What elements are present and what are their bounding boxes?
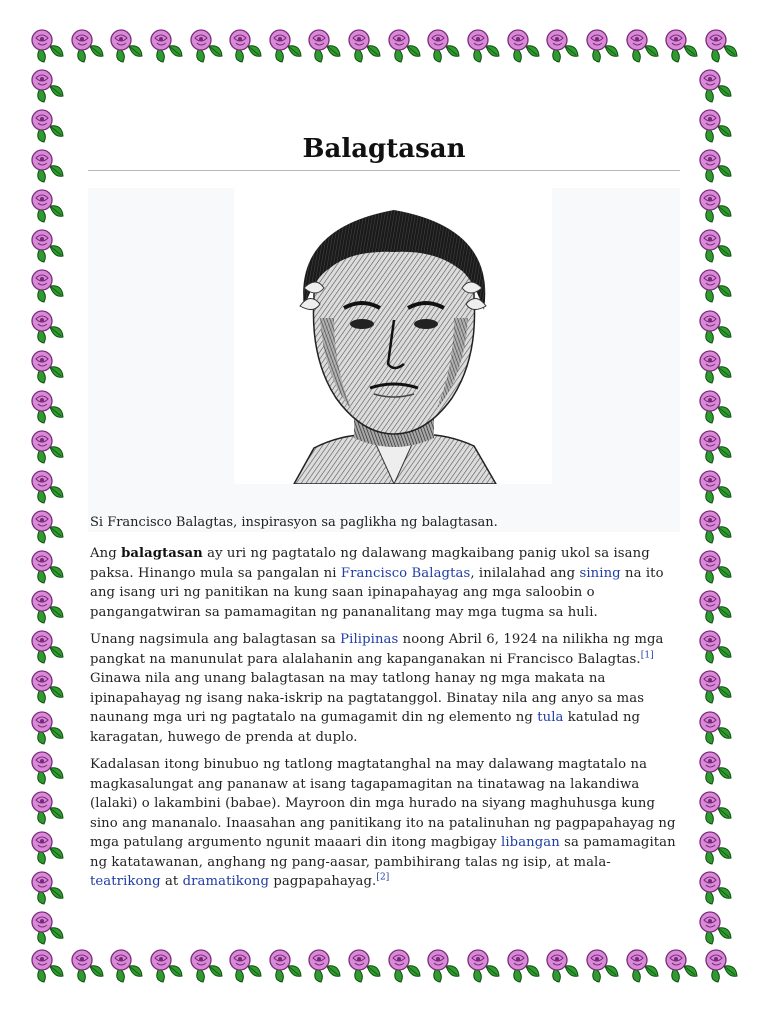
rose-flower-icon	[226, 26, 264, 64]
rose-flower-icon	[696, 427, 734, 465]
floral-border-left	[28, 66, 68, 946]
rose-flower-icon	[28, 186, 66, 224]
rose-flower-icon	[424, 26, 462, 64]
rose-flower-icon	[623, 946, 661, 984]
rose-flower-icon	[696, 226, 734, 264]
rose-flower-icon	[424, 946, 462, 984]
rose-flower-icon	[385, 946, 423, 984]
rose-flower-icon	[68, 946, 106, 984]
rose-flower-icon	[107, 946, 145, 984]
rose-flower-icon	[28, 667, 66, 705]
link-pilipinas[interactable]: Pilipinas	[340, 632, 399, 647]
rose-flower-icon	[543, 946, 581, 984]
rose-flower-icon	[226, 946, 264, 984]
rose-flower-icon	[28, 307, 66, 345]
rose-flower-icon	[266, 26, 304, 64]
floral-border-top	[28, 26, 740, 66]
rose-flower-icon	[662, 26, 700, 64]
rose-flower-icon	[28, 66, 66, 104]
rose-flower-icon	[28, 387, 66, 425]
paragraph-format	[90, 755, 686, 892]
rose-flower-icon	[28, 868, 66, 906]
rose-flower-icon	[583, 26, 621, 64]
rose-flower-icon	[28, 26, 66, 64]
rose-flower-icon	[696, 347, 734, 385]
rose-flower-icon	[702, 946, 740, 984]
rose-flower-icon	[504, 26, 542, 64]
rose-flower-icon	[583, 946, 621, 984]
text: na ito ang isang uri ng panitikan na kung saan ipinapahayag ang mga saloobin o pangangatwiran sa pamamagitan ng pananalitang may mga tugma sa huli.	[90, 565, 664, 620]
article-body	[90, 544, 686, 900]
rose-flower-icon	[28, 587, 66, 625]
link-dramatikong[interactable]: dramatikong	[182, 874, 270, 889]
rose-flower-icon	[702, 26, 740, 64]
link-libangan[interactable]: libangan	[501, 835, 560, 850]
reference-1[interactable]: [1]	[640, 650, 654, 661]
floral-border-bottom	[28, 946, 740, 996]
rose-flower-icon	[28, 266, 66, 304]
rose-flower-icon	[662, 946, 700, 984]
rose-flower-icon	[696, 387, 734, 425]
figure-caption: Si Francisco Balagtas, inspirasyon sa paglikha ng balagtasan.	[90, 515, 498, 530]
rose-flower-icon	[464, 946, 502, 984]
text: at	[160, 874, 183, 889]
rose-flower-icon	[696, 828, 734, 866]
term-bold: balagtasan	[121, 546, 203, 561]
rose-flower-icon	[28, 146, 66, 184]
rose-flower-icon	[696, 708, 734, 746]
rose-flower-icon	[305, 26, 343, 64]
text: Unang nagsimula ang balagtasan sa	[90, 632, 341, 647]
rose-flower-icon	[696, 307, 734, 345]
text: sa pamamagitan ng katatawanan, anghang ng pang-aasar, pambihirang talas ng isip, at mala-	[90, 835, 676, 870]
rose-flower-icon	[696, 667, 734, 705]
rose-flower-icon	[696, 186, 734, 224]
rose-flower-icon	[147, 26, 185, 64]
text: Ang	[90, 546, 122, 561]
rose-flower-icon	[696, 507, 734, 545]
rose-flower-icon	[696, 266, 734, 304]
link-francisco-balagtas[interactable]: Francisco Balagtas	[340, 565, 471, 581]
rose-flower-icon	[696, 748, 734, 786]
rose-flower-icon	[28, 507, 66, 545]
rose-flower-icon	[28, 946, 66, 984]
rose-flower-icon	[187, 26, 225, 64]
rose-flower-icon	[696, 106, 734, 144]
rose-flower-icon	[28, 467, 66, 505]
rose-flower-icon	[696, 627, 734, 665]
rose-flower-icon	[28, 547, 66, 585]
rose-flower-icon	[28, 627, 66, 665]
rose-flower-icon	[28, 788, 66, 826]
figure	[88, 188, 680, 532]
title-divider	[88, 170, 680, 171]
paragraph-definition	[90, 544, 686, 622]
rose-flower-icon	[28, 748, 66, 786]
paragraph-history	[90, 630, 686, 747]
rose-flower-icon	[696, 868, 734, 906]
rose-flower-icon	[28, 908, 66, 946]
text: katulad ng karagatan, huwego de prenda at duplo.	[90, 710, 641, 745]
rose-flower-icon	[28, 226, 66, 264]
text: , inilalahad ang	[470, 565, 580, 581]
rose-flower-icon	[28, 427, 66, 465]
text: Kadalasan itong binubuo ng tatlong magtatanghal na may dalawang magtatalo na magkasalungat ang pananaw at isang tagapamagitan na tinatawag na lakandiwa (lalaki) o lakambini (babae). Mayroon din mga hurado na siyang maghuhusga kung sino ang mananalo. Inaasahan ang panitikang ito na patalinuhan ng pagpapahayag ng mga patulang argumento ngunit maaari din itong magbigay	[90, 757, 676, 850]
page-title: Balagtasan	[302, 134, 466, 164]
rose-flower-icon	[543, 26, 581, 64]
rose-flower-icon	[696, 467, 734, 505]
rose-flower-icon	[696, 587, 734, 625]
rose-flower-icon	[345, 946, 383, 984]
rose-flower-icon	[696, 66, 734, 104]
rose-flower-icon	[696, 788, 734, 826]
portrait-engraving	[234, 188, 552, 484]
text: Ginawa nila ang unang balagtasan na may tatlong hanay ng mga makata na ipinapahayag ng isang naka-iskrip na pagtatanggol. Binatay nila ang anyo sa mas naunang mga uri ng pagtatalo na gumagamit din ng elemento ng	[90, 671, 645, 725]
rose-flower-icon	[464, 26, 502, 64]
link-teatrikong[interactable]: teatrikong	[90, 874, 161, 889]
rose-flower-icon	[147, 946, 185, 984]
rose-flower-icon	[28, 708, 66, 746]
text: noong Abril 6, 1924 na nilikha ng mga pangkat na manunulat para alalahanin ang kapanganakan ni Francisco Balagtas.	[90, 632, 664, 667]
rose-flower-icon	[504, 946, 542, 984]
rose-flower-icon	[696, 908, 734, 946]
link-tula[interactable]: tula	[537, 710, 564, 725]
portrait-image	[234, 188, 552, 484]
rose-flower-icon	[28, 347, 66, 385]
rose-flower-icon	[28, 106, 66, 144]
link-sining[interactable]: sining	[579, 565, 621, 581]
rose-flower-icon	[187, 946, 225, 984]
rose-flower-icon	[68, 26, 106, 64]
text: ay uri ng pagtatalo ng dalawang magkaibang panig ukol sa isang paksa. Hinango mula sa pangalan ni	[90, 546, 650, 581]
rose-flower-icon	[305, 946, 343, 984]
floral-border-right	[696, 66, 736, 946]
rose-flower-icon	[28, 828, 66, 866]
rose-flower-icon	[345, 26, 383, 64]
rose-flower-icon	[696, 547, 734, 585]
rose-flower-icon	[107, 26, 145, 64]
text: pagpapahayag.	[269, 874, 377, 889]
reference-2[interactable]: [2]	[376, 872, 390, 883]
rose-flower-icon	[266, 946, 304, 984]
rose-flower-icon	[696, 146, 734, 184]
rose-flower-icon	[385, 26, 423, 64]
rose-flower-icon	[623, 26, 661, 64]
